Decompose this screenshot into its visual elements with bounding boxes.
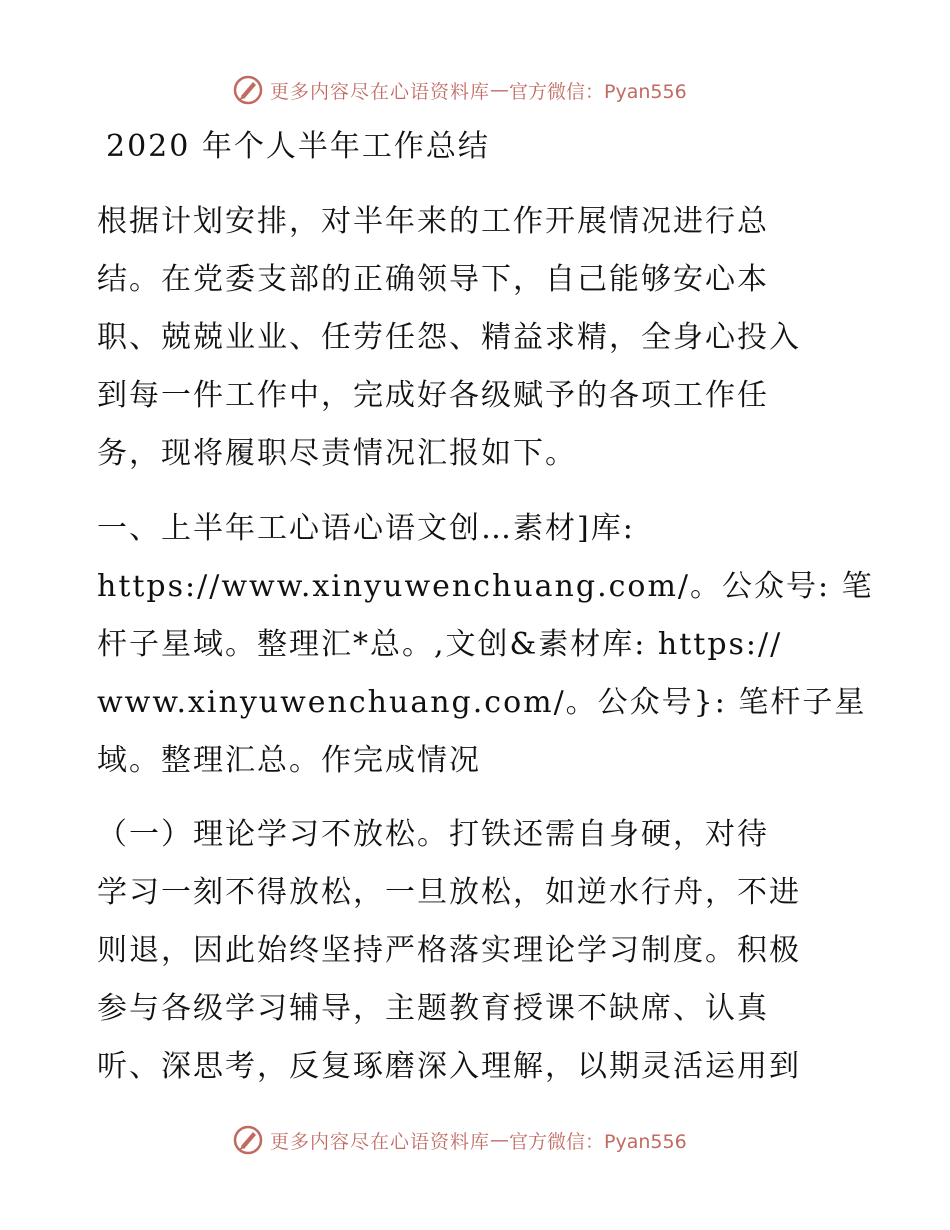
banner-contact: 官方微信：Pyan556 bbox=[509, 1130, 687, 1153]
text-line: 杆子星域。整理汇*总。,文创&素材库: https:// bbox=[97, 627, 783, 662]
document-title: 2020 年个人半年工作总结 bbox=[106, 129, 490, 164]
text-line: 域。整理汇总。作完成情况 bbox=[97, 743, 481, 778]
banner-separator: — bbox=[490, 1129, 510, 1151]
text-line: 根据计划安排，对半年来的工作开展情况进行总 bbox=[97, 204, 769, 239]
text-line: 一、上半年工心语心语文创…素材]库: bbox=[97, 511, 635, 546]
banner-text: 更多内容尽在心语资料库 bbox=[270, 1130, 491, 1153]
banner-text: 更多内容尽在心语资料库 bbox=[270, 80, 491, 103]
text-line: https://www.xinyuwenchuang.com/。公众号: 笔 bbox=[97, 569, 874, 604]
footer-watermark-banner bbox=[232, 1122, 687, 1158]
text-line: 参与各级学习辅导，主题教育授课不缺席、认真 bbox=[97, 991, 769, 1026]
pen-logo-icon bbox=[232, 1124, 264, 1156]
text-line: 学习一刻不得放松，一旦放松，如逆水行舟，不进 bbox=[97, 875, 801, 910]
paragraph-theory-study bbox=[97, 806, 857, 1096]
text-line: 听、深思考，反复琢磨深入理解，以期灵活运用到 bbox=[97, 1049, 801, 1084]
paragraph-intro bbox=[97, 193, 857, 483]
text-line: 则退，因此始终坚持严格落实理论学习制度。积极 bbox=[97, 933, 801, 968]
banner-contact: 官方微信：Pyan556 bbox=[509, 80, 687, 103]
pen-logo-icon bbox=[232, 74, 264, 106]
paragraph-section-one bbox=[97, 500, 874, 790]
text-line: 结。在党委支部的正确领导下，自己能够安心本 bbox=[97, 262, 769, 297]
text-line: 职、兢兢业业、任劳任怨、精益求精，全身心投入 bbox=[97, 320, 801, 355]
banner-separator: — bbox=[490, 79, 510, 101]
text-line: www.xinyuwenchuang.com/。公众号}: 笔杆子星 bbox=[97, 685, 867, 720]
text-line: 务，现将履职尽责情况汇报如下。 bbox=[97, 436, 577, 471]
header-watermark-banner bbox=[232, 72, 687, 108]
text-line: （一）理论学习不放松。打铁还需自身硬，对待 bbox=[97, 817, 769, 852]
text-line: 到每一件工作中，完成好各级赋予的各项工作任 bbox=[97, 378, 769, 413]
